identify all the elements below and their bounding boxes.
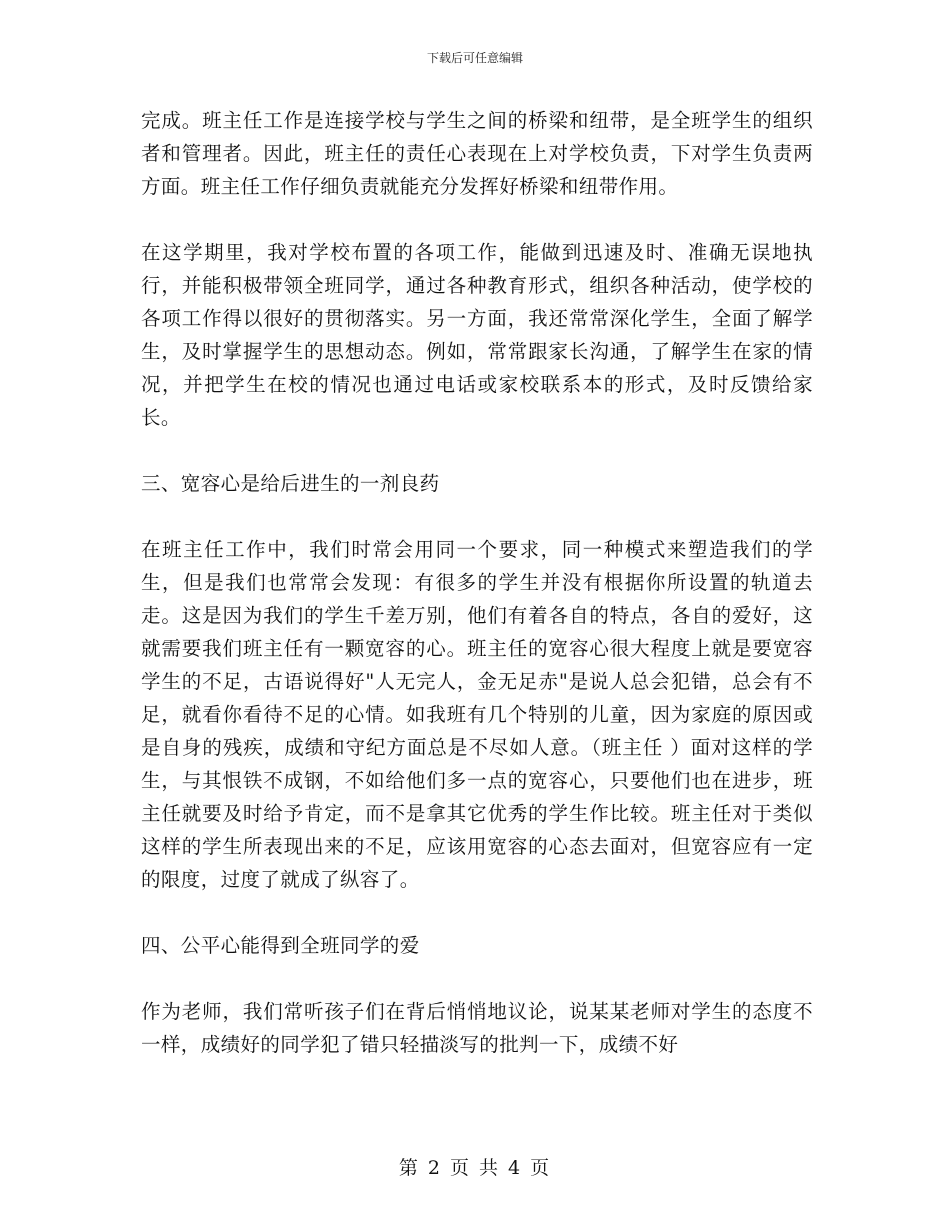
paragraph-responsibility: 完成。班主任工作是连接学校与学生之间的桥梁和纽带，是全班学生的组织者和管理者。因此，班主任的责任心表现在上对学校负责，下对学生负责两方面。班主任工作仔细负责就能充分发挥好桥梁和纽带作用。: [141, 109, 813, 198]
paragraph-tolerance: 在班主任工作中，我们时常会用同一个要求，同一种模式来塑造我们的学生，但是我们也常常会发现：有很多的学生并没有根据你所设置的轨道去走。这是因为我们的学生千差万别，他们有着各自的特点，各自的爱好，这就需要我们班主任有一颗宽容的心。班主任的宽容心很大程度上就是要宽容学生的不足，古语说得好"人无完人，金无足赤"是说人总会犯错，总会有不足，就看你看待不足的心情。如我班有几个特别的儿童，因为家庭的原因或是自身的残疾，成绩和守纪方面总是不尽如人意。（班主任 ）面对这样的学生，与其恨铁不成钢，不如给他们多一点的宽容心，只要他们也在进步，班主任就要及时给予肯定，而不是拿其它优秀的学生作比较。班主任对于类似这样的学生所表现出来的不足，应该用宽容的心态去面对，但宽容应有一定的限度，过度了就成了纵容了。: [141, 538, 813, 891]
paragraph-fairness: 作为老师，我们常听孩子们在背后悄悄地议论，说某某老师对学生的态度不一样，成绩好的同学犯了错只轻描淡写的批判一下，成绩不好: [141, 1000, 813, 1056]
page-number: 第 2 页 共 4 页: [398, 1157, 552, 1179]
section-heading-fairness: 四、公平心能得到全班同学的爱: [141, 934, 420, 957]
paragraph-semester-work: 在这学期里，我对学校布置的各项工作，能做到迅速及时、准确无误地执行，并能积极带领全班同学，通过各种教育形式，组织各种活动，使学校的各项工作得以很好的贯彻落实。另一方面，我还常常深化学生，全面了解学生，及时掌握学生的思想动态。例如，常常跟家长沟通，了解学生在家的情况，并把学生在校的情况也通过电话或家校联系本的形式，及时反馈给家长。: [141, 241, 813, 429]
section-heading-tolerance: 三、宽容心是给后进生的一剂良药: [141, 472, 440, 495]
page-header-note: 下载后可任意编辑: [426, 51, 523, 65]
document-body: [141, 104, 813, 1094]
